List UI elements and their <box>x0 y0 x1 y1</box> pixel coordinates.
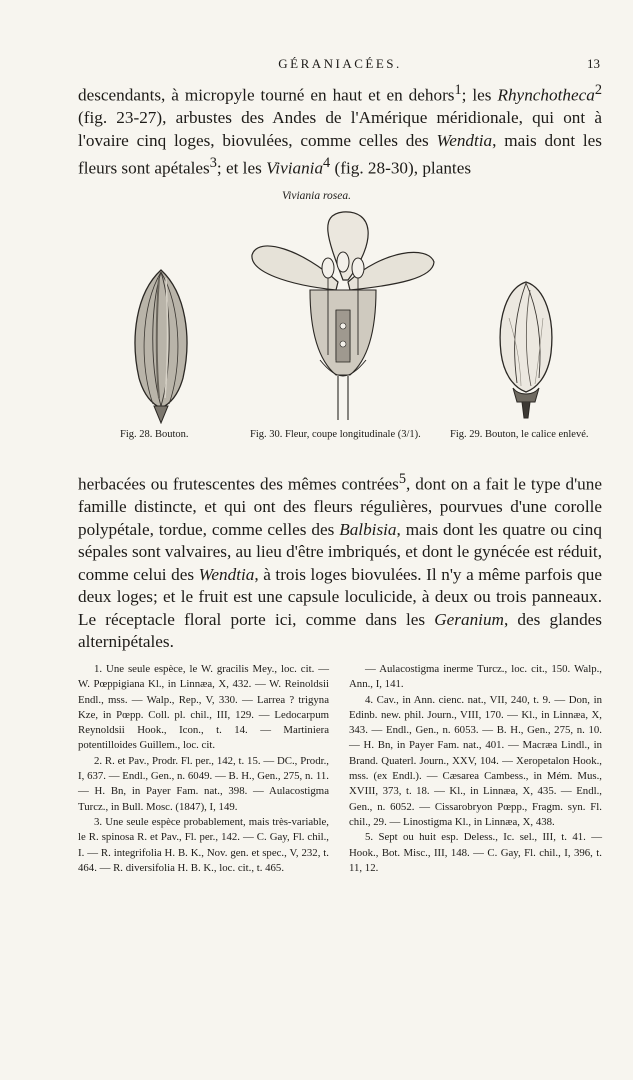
running-title: GÉRANIACÉES. <box>278 56 402 71</box>
footnote-ref: 4 <box>323 155 331 172</box>
caption-figure-28: Fig. 28. Bouton. <box>120 429 189 440</box>
figure-28-bud-illustration <box>128 268 194 424</box>
footnotes-left-column <box>78 662 329 876</box>
footnotes-right-column <box>349 662 602 876</box>
footnote-3-continued: — Aulacostigma inerme Turcz., loc. cit., 150. Walp., Ann., I, 141. <box>349 663 602 691</box>
running-head <box>80 56 600 76</box>
caption-figure-30: Fig. 30. Fleur, coupe longitudinale (3/1). <box>250 429 421 440</box>
genus-name: Balbisia <box>339 519 397 539</box>
genus-name: Viviania <box>266 158 324 178</box>
text-run: ; les <box>461 85 498 105</box>
genus-name: Wendtia <box>436 130 493 150</box>
caption-figure-29: Fig. 29. Bouton, le calice enlevé. <box>450 429 589 440</box>
footnote-ref: 1 <box>454 82 462 98</box>
genus-name: Wendtia <box>198 564 255 584</box>
footnote-ref: 5 <box>398 471 406 487</box>
figure-title: Viviania rosea. <box>282 190 351 202</box>
footnote-5: 5. Sept ou huit esp. Deless., Ic. sel., III, t. 41. — Hook., Bot. Misc., III, 148. — C. Gay, Fl. chil., I, 396, t. 11, 12. <box>349 831 602 874</box>
text-run: , mais dont les quatre ou cinq sépales sont valvaires, au lieu d'être imbriqués, et dont le gynécée est réduit, comme celui des <box>78 519 602 584</box>
text-run: , mais dont les fleurs sont apétales <box>78 130 602 178</box>
page-number: 13 <box>587 56 600 71</box>
footnote-4: 4. Cav., in Ann. cienc. nat., VII, 240, t. 9. — Don, in Edinb. new. phil. Journ., VIII, 170. — Kl., in Linnæa, X, 343. — Endl., Gen., n. 6053. — B. H., Gen., 275, n. 10. — H. Bn, in Payer Fam. nat., 401. — Macræa Lindl., in Brand. Quaterl. Journ., XXV, 104. — Xeropetalon Hook., mss. (ex Endl.). — Cæsarea Cambess., in Mém. Mus., XVIII, 373, t. 18. — Kl., in Linnæa, X, 435. — Endl., Gen., n. 6052. — Cissarobryon Pœpp., Fragm. syn. Fl. chil., 29. — Linostigma Kl., in Linnæa, X, 438. <box>349 693 602 828</box>
genus-name: Rhynchotheca <box>497 85 595 105</box>
text-run: , dont on a fait le type d'une famille distincte, et qui ont des fleurs régulières, pourvues d'une corolle polypétale, tordue, comme celles des <box>78 474 602 539</box>
text-run: (fig. 23-27), arbustes des Andes de l'Amérique méridionale, qui ont à l'ovaire cinq loges, biovulées, comme celles des <box>78 108 602 150</box>
footnote-1: 1. Une seule espèce, le W. gracilis Mey., loc. cit. — W. Pœppigiana Kl., in Linnæa, X, 432. — W. Reinoldsii Endl., mss. — Walp., Rep., V, 330. — Larrea ? trigyna Kze, in Pœpp. Coll. pl. chil., III, 129. — Ledocarpum Reynoldsii Hook., Icon., t. 14. — Martiniera potentilloides Guillem., loc. cit. <box>78 663 329 752</box>
footnote-3: 3. Une seule espèce probablement, mais très-variable, le R. spinosa R. et Pav., Fl. per., 142. — C. Gay, Fl. chil., I. — R. integrifolia H. B. K., Nov. gen. et spec., V, 232, t. 464. — R. diversifolia H. B. K., loc. cit., t. 465. <box>78 815 329 874</box>
footnote-2: 2. R. et Pav., Prodr. Fl. per., 142, t. 15. — DC., Prodr., I, 637. — Endl., Gen., n. 6049. — B. H., Gen., 275, n. 11. — H. Bn, in Payer Fam. nat., 398. — Aulacostigma Turcz., in Bull. Mosc. (1847), I, 149. <box>78 754 329 813</box>
text-run: ; et les <box>216 158 267 178</box>
genus-name: Geranium <box>434 609 504 629</box>
text-run: herbacées ou frutescentes des mêmes contrées <box>78 474 399 494</box>
figure-30-flower-section-illustration <box>248 210 438 422</box>
footnote-ref: 2 <box>594 82 602 98</box>
text-run: , à trois loges biovulées. Il n'y a même parfois que deux loges; et le fruit est une capsule loculicide, à deux ou trois panneaux. Le réceptacle floral porte ici, comme dans les <box>78 564 602 629</box>
paragraph-2 <box>78 468 602 654</box>
text-run: descendants, à micropyle tourné en haut et en dehors <box>78 85 455 105</box>
footnote-ref: 3 <box>209 155 217 172</box>
text-run: , des glandes alternipétales. <box>78 609 603 652</box>
text-run: (fig. 28-30), plantes <box>330 158 472 178</box>
paragraph-1 <box>78 79 602 180</box>
figure-29-bud-illustration <box>495 278 557 420</box>
